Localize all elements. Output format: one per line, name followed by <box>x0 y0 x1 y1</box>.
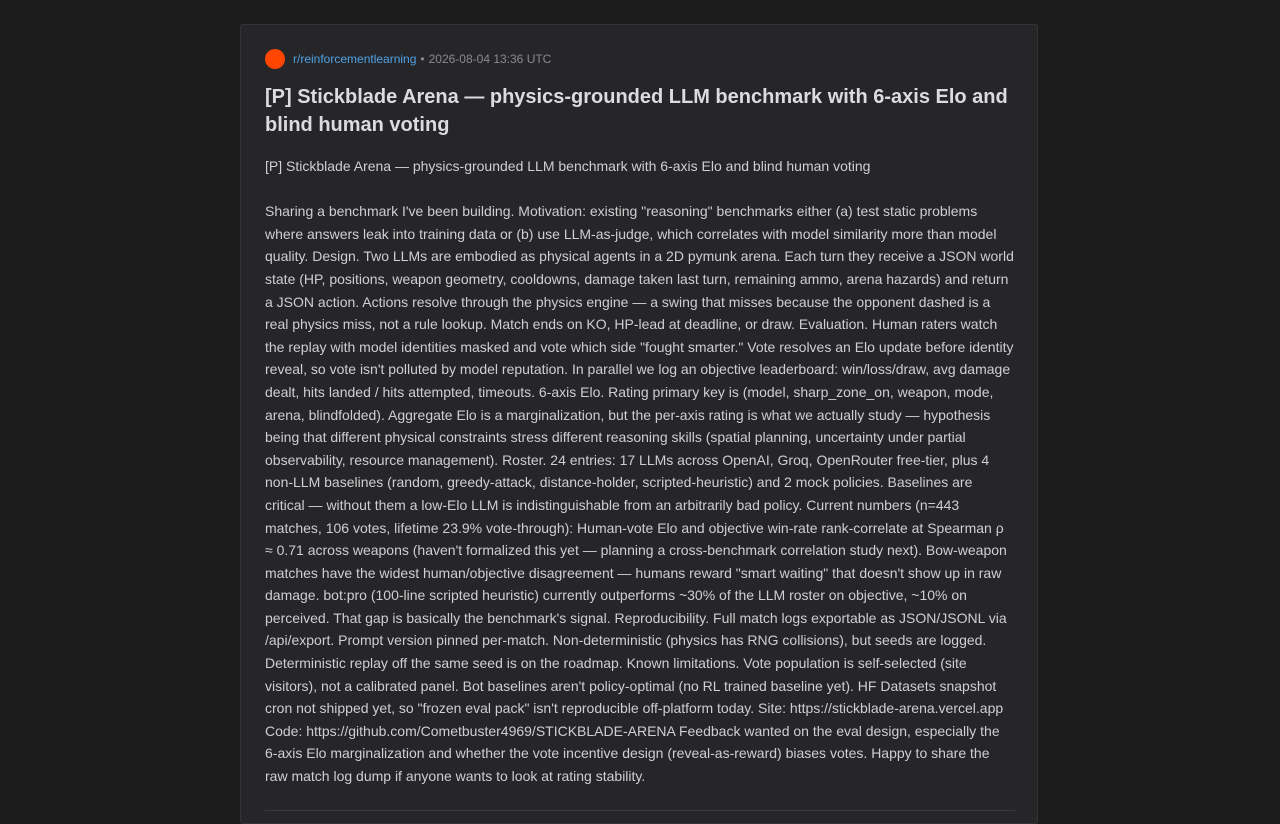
post-body <box>265 155 1015 788</box>
subreddit-icon[interactable] <box>265 49 285 69</box>
post-card <box>240 24 1038 824</box>
post-title[interactable]: [P] Stickblade Arena — physics-grounded LLM benchmark with 6-axis Elo and blind human voting <box>265 86 1008 136</box>
subreddit-link[interactable]: r/reinforcementlearning <box>293 52 417 66</box>
meta-separator: • <box>420 52 425 66</box>
post-meta <box>265 49 1013 69</box>
post-body-text: Sharing a benchmark I've been building. Motivation: existing "reasoning" benchmarks either (a) test static problems where answers leak into training data or (b) use LLM-as-judge, which correlates with model similarity more than model quality. Design. Two LLMs are embodied as physical agents in a 2D pymunk arena. Each turn they receive a JSON world state (HP, positions, weapon geometry, cooldowns, damage taken last turn, remaining ammo, arena hazards) and return a JSON action. Actions resolve through the physics engine — a swing that misses because the opponent dashed is a real physics miss, not a rule lookup. Match ends on KO, HP-lead at deadline, or draw. Evaluation. Human raters watch the replay with model identities masked and vote which side "fought smarter." Vote resolves an Elo update before identity reveal, so vote isn't polluted by model reputation. In parallel we log an objective leaderboard: win/loss/draw, avg damage dealt, hits landed / hits attempted, timeouts. 6-axis Elo. Rating primary key is (model, sharp_zone_on, weapon, mode, arena, blindfolded). Aggregate Elo is a marginalization, but the per-axis rating is what we actually study — hypothesis being that different physical constraints stress different reasoning skills (spatial planning, uncertainty under partial observability, resource management). Roster. 24 entries: 17 LLMs across OpenAI, Groq, OpenRouter free-tier, plus 4 non-LLM baselines (random, greedy-attack, distance-holder, scripted-heuristic) and 2 mock policies. Baselines are critical — without them a low-Elo LLM is indistinguishable from an arbitrarily bad policy. Current numbers (n=443 matches, 106 votes, lifetime 23.9% vote-through): Human-vote Elo and objective win-rate rank-correlate at Spearman ρ ≈ 0.71 across weapons (haven't formalized this yet — planning a cross-benchmark correlation study next). Bow-weapon matches have the widest human/objective disagreement — humans reward "smart waiting" that doesn't show up in raw damage. bot:pro (100-line scripted heuristic) currently outperforms ~30% of the LLM roster on objective, ~10% on perceived. That gap is basically the benchmark's signal. Reproducibility. Full match logs exportable as JSON/JSONL via /api/export. Prompt version pinned per-match. Non-deterministic (physics has RNG collisions), but seeds are logged. Deterministic replay off the same seed is on the roadmap. Known limitations. Vote population is self-selected (site visitors), not a calibrated panel. Bot baselines aren't policy-optimal (no RL trained baseline yet). HF Datasets snapshot cron not shipped yet, so "frozen eval pack" isn't reproducible off-platform today. Site: https://stickblade-arena.vercel.app Code: https://github.com/Cometbuster4969/STICKBLADE-ARENA Feedback wanted on the eval design, especially the 6-axis Elo marginalization and whether the vote incentive design (reveal-as-reward) biases votes. Happy to share the raw match log dump if anyone wants to look at rating stability. <box>265 203 1014 785</box>
post-divider <box>265 810 1015 811</box>
post-timestamp: 2026-08-04 13:36 UTC <box>428 52 552 66</box>
post-body-lead: [P] Stickblade Arena — physics-grounded LLM benchmark with 6-axis Elo and blind human voting <box>265 158 871 174</box>
